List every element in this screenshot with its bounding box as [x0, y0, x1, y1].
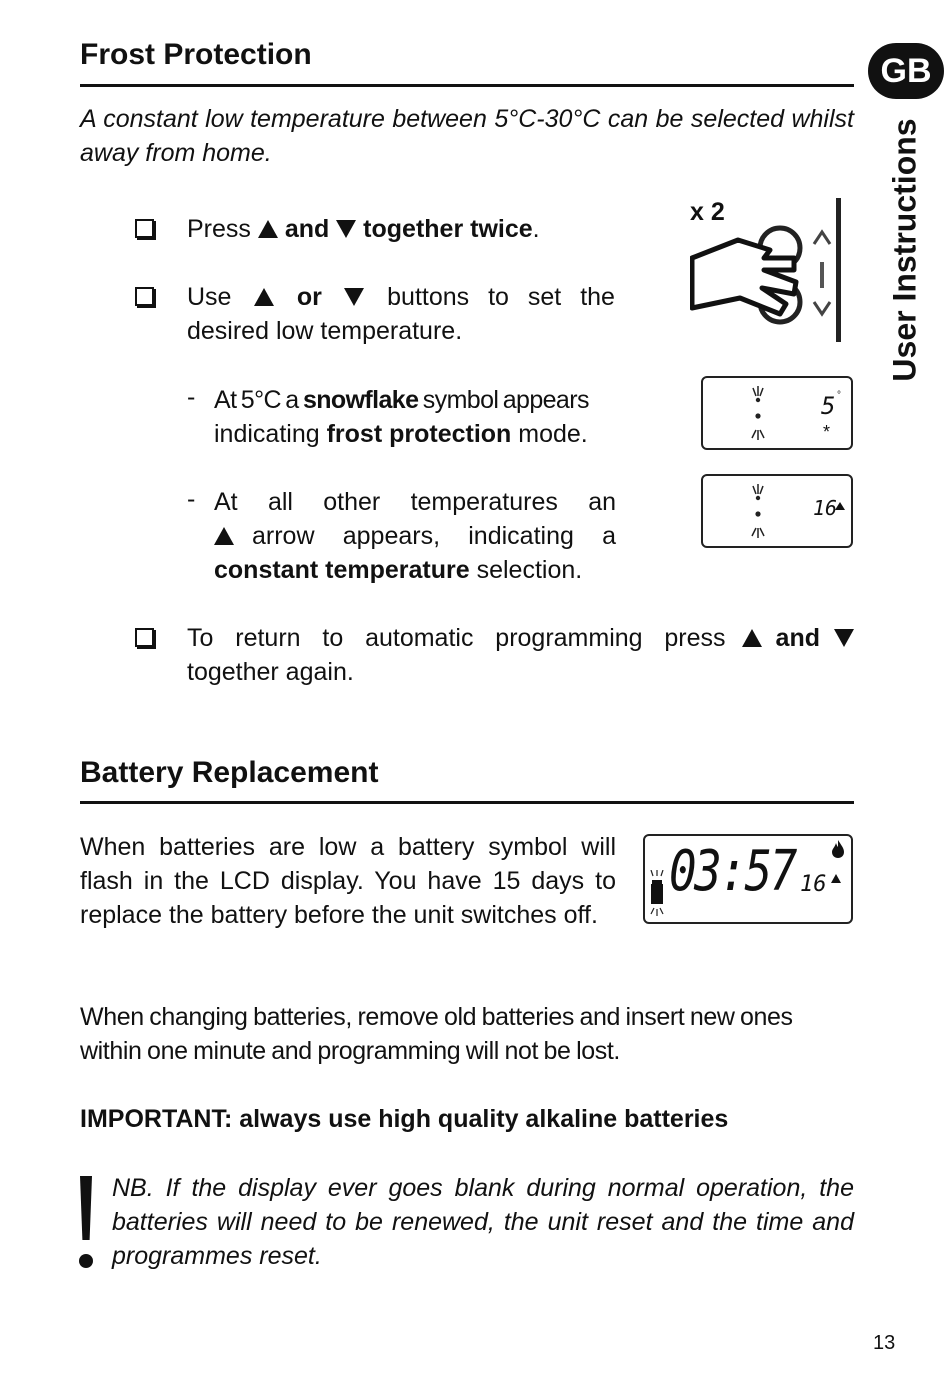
use-line2: desired low temperature.: [187, 317, 463, 345]
return-line1: To return to automatic programming press: [187, 624, 726, 652]
side-label: [887, 118, 924, 381]
sun-moon-indicator-icon: [743, 484, 773, 538]
side-label-text: User Instructions: [886, 118, 923, 382]
press-word: Press: [187, 215, 251, 243]
arrow-description: [214, 485, 616, 587]
indicating-word: indicating: [214, 420, 320, 448]
exclamation-icon: [78, 1176, 94, 1272]
lcd-up-arrow-icon: [835, 502, 845, 510]
use-word: Use: [187, 283, 232, 311]
sun-moon-indicator-icon: [743, 386, 773, 440]
battery-title: Battery Replacement: [80, 756, 379, 789]
and-word: and: [775, 624, 820, 652]
and-word: and: [284, 215, 330, 243]
selection-word: selection.: [476, 556, 583, 584]
at5-pre: At 5°C a: [214, 386, 299, 414]
frost-protection-word: frost protection: [326, 420, 512, 448]
at5-post: symbol appears: [422, 386, 589, 414]
checkbox-bullet: [135, 219, 154, 238]
battery-low-paragraph: When batteries are low a battery symbol will flash in the LCD display. You have 15 days to replace the battery before the unit switches off.: [80, 833, 616, 929]
hand-icon: [690, 198, 850, 346]
lcd1-temperature: 5: [821, 392, 836, 420]
up-arrow-icon: [214, 527, 234, 545]
other-line1: At all other temperatures an: [214, 488, 616, 516]
or-word: or: [296, 283, 322, 311]
page-number: 13: [873, 1332, 896, 1354]
up-arrow-icon: [254, 288, 274, 306]
lcd-battery-display: [643, 834, 853, 924]
bullet-return-auto: [187, 621, 854, 689]
lcd2-temperature: 16: [813, 496, 838, 520]
snowflake-icon: *: [823, 422, 831, 442]
hand-press-illustration: [690, 198, 850, 346]
use-rest: buttons to set the: [387, 283, 615, 311]
flame-icon: [831, 840, 845, 858]
battery-icon: [649, 870, 665, 916]
language-code: GB: [880, 52, 932, 90]
other-line2: arrow appears, indicating a: [252, 522, 616, 550]
dash-bullet: -: [187, 383, 196, 411]
period: .: [532, 215, 540, 243]
checkbox-bullet: [135, 287, 154, 306]
nb-note: NB. If the display ever goes blank during normal operation, the batteries will need to be renewed, the unit reset and the time and programmes reset.: [112, 1174, 854, 1270]
lcd3-temperature: 16: [800, 872, 827, 897]
snowflake-description: [214, 383, 616, 451]
constant-temperature-word: constant temperature: [214, 556, 470, 584]
snowflake-word: snowflake: [302, 386, 419, 414]
return-line2: together again.: [187, 658, 354, 686]
x2-label: x 2: [690, 198, 725, 226]
down-arrow-icon: [336, 220, 356, 238]
battery-rule: [80, 801, 854, 804]
together-twice: together twice: [363, 215, 533, 243]
up-arrow-icon: [258, 220, 278, 238]
lcd3-time: 03:57: [669, 839, 795, 904]
degree-icon: °: [837, 390, 841, 401]
frost-title: Frost Protection: [80, 38, 312, 71]
dash-bullet: -: [187, 485, 196, 513]
lcd-snowflake-display: [701, 376, 853, 450]
down-arrow-icon: [834, 629, 854, 647]
bullet-press-together: [187, 212, 627, 246]
bullet-use-buttons: [187, 280, 615, 348]
frost-intro: A constant low temperature between 5°C-30°C can be selected whilst away from home.: [80, 105, 854, 167]
down-arrow-icon: [344, 288, 364, 306]
lcd-arrow-display: [701, 474, 853, 548]
up-arrow-icon: [742, 629, 762, 647]
frost-rule: [80, 84, 854, 87]
important-note: IMPORTANT: always use high quality alkaline batteries: [80, 1105, 729, 1133]
mode-word: mode.: [518, 420, 588, 448]
changing-batteries-paragraph: When changing batteries, remove old batteries and insert new ones within one minute and programming will not be lost.: [80, 1003, 793, 1065]
language-badge: [868, 43, 944, 99]
lcd-up-arrow-icon: [831, 874, 841, 883]
checkbox-bullet: [135, 628, 154, 647]
